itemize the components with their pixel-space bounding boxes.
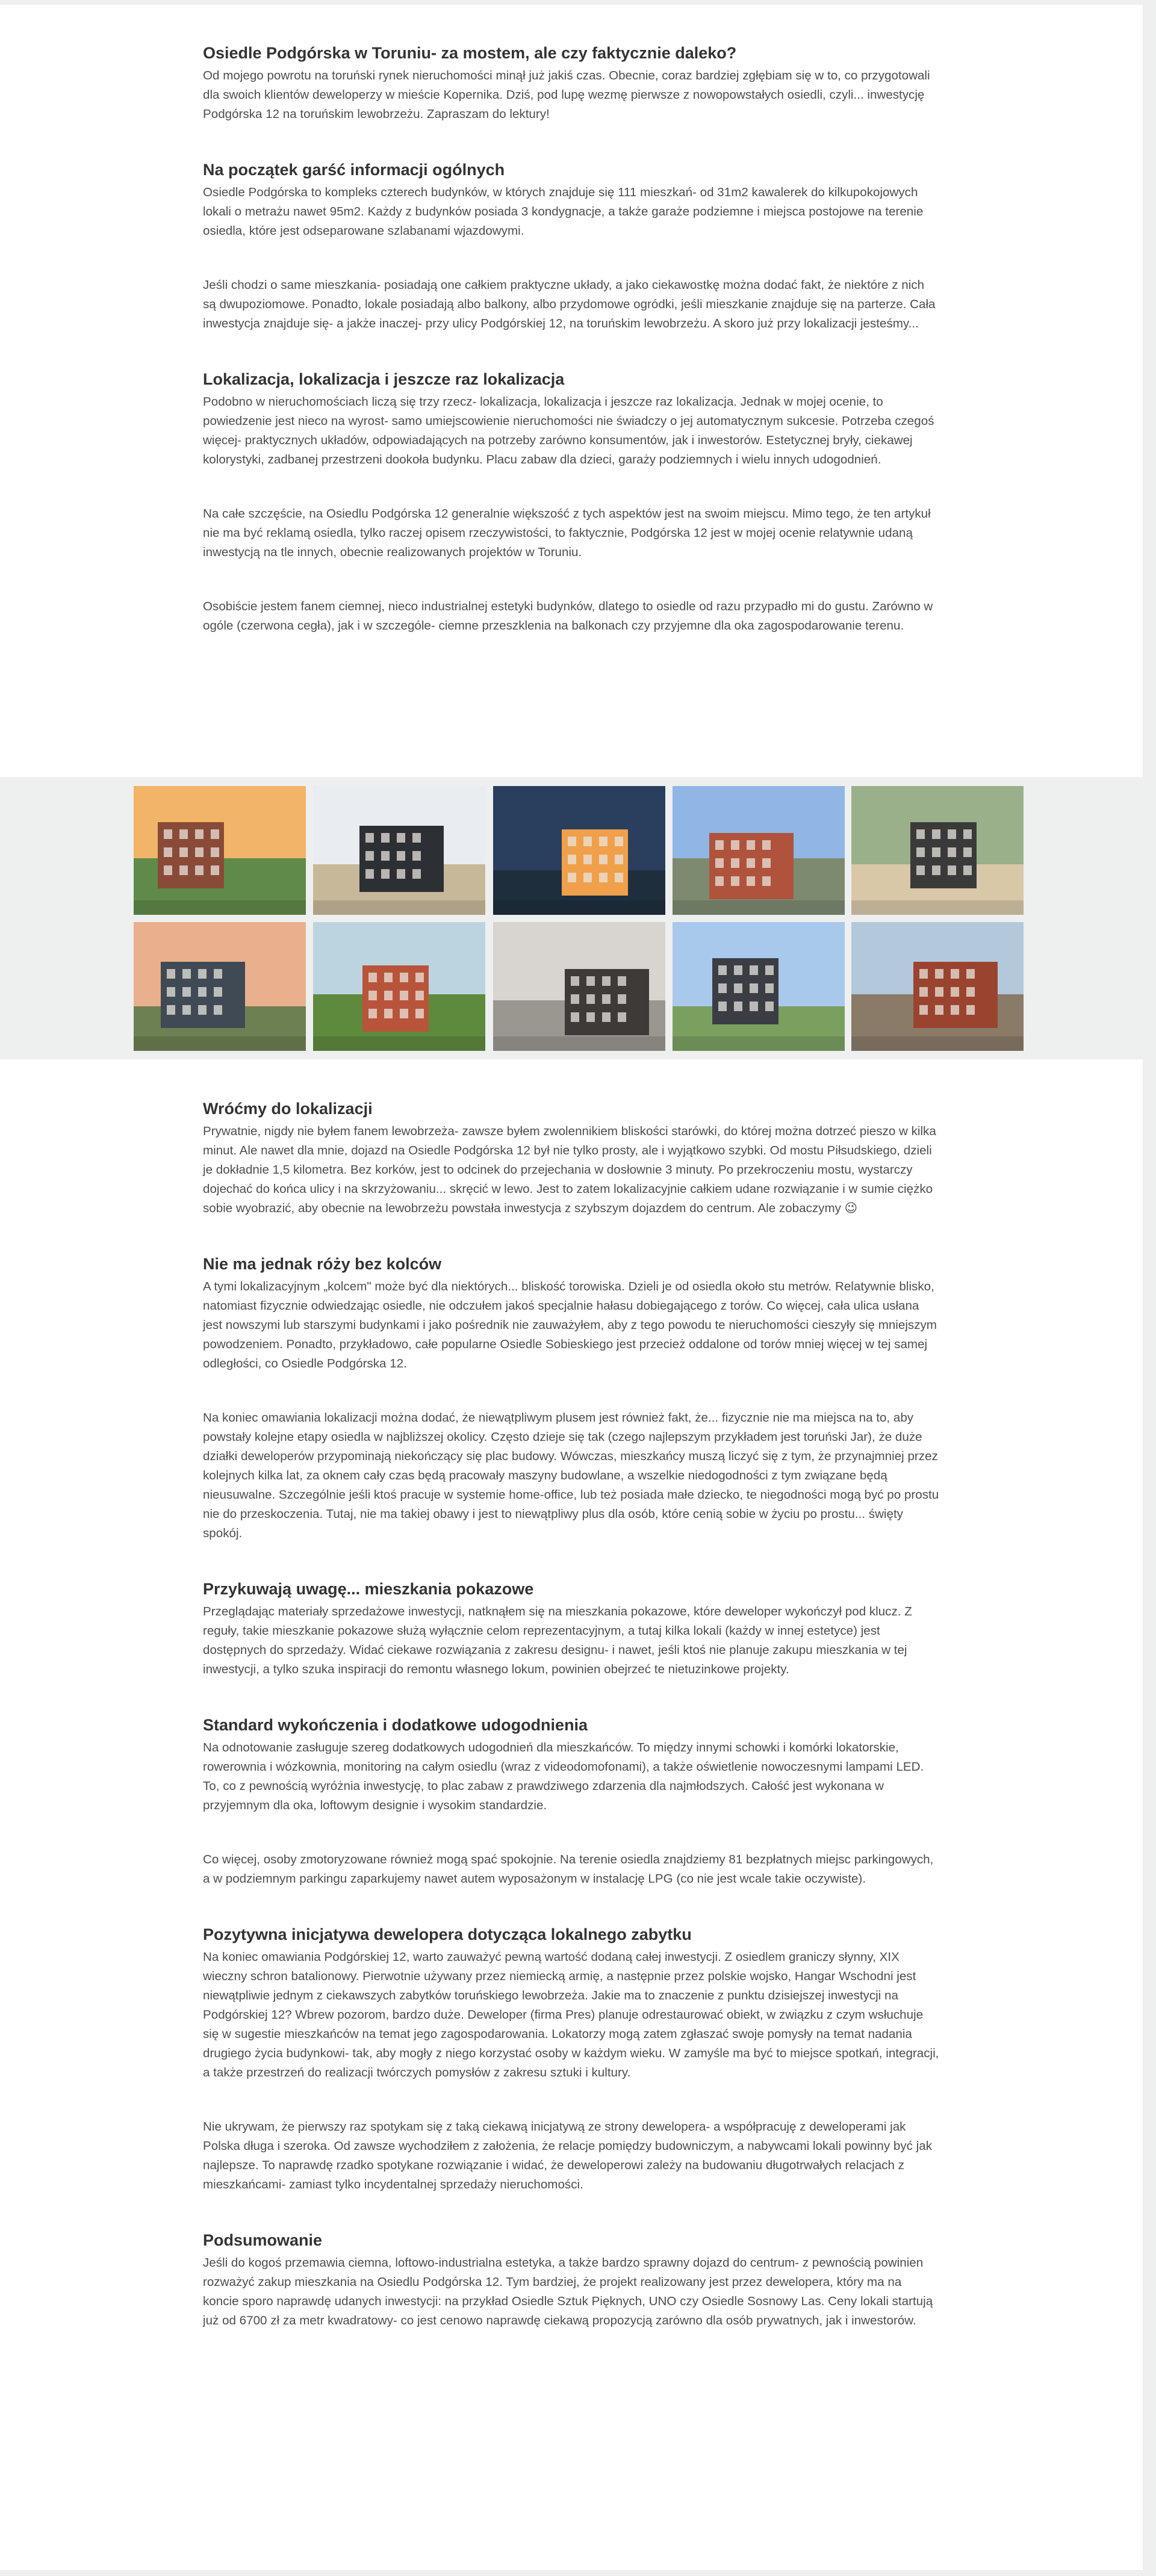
photo-image [851, 922, 1024, 1051]
article-section [203, 368, 940, 636]
section-heading: Wróćmy do lokalizacji [203, 1100, 373, 1118]
section-paragraph: A tymi lokalizacyjnym „kolcem" może być dla niektórych... bliskość torowiska. Dzieli je od osiedla około stu metrów. Relatywnie blisko, natomiast fizycznie odwiedzając osiedle, nie odczułem jakoś specjalnie hałasu dobiegającego z torów. Co więcej, cała ulica usłana jest nowszymi lub starszymi budynkami i jako pośrednik nie zauważyłem, aby z tego powodu te nieruchomości cieszyły się mniejszym powodzeniem. Ponadto, przykładowo, całe popularne Osiedle Sobieskiego jest przecież oddalone od torów mniej więcej w tej samej odległości, co Osiedle Podgórska 12. [203, 1280, 937, 1370]
article-section [203, 1578, 940, 1679]
photo-lobby-interior[interactable] [493, 922, 665, 1051]
photo-image [673, 786, 845, 915]
article-section [203, 1924, 940, 2194]
photo-aerial-playground[interactable] [851, 786, 1024, 915]
photo-brick-building-street[interactable] [673, 786, 845, 915]
section-paragraph: Na całe szczęście, na Osiedlu Podgórska 12 generalnie większość z tych aspektów jest na swoim miejscu. Mimo tego, że ten artykuł nie ma być reklamą osiedla, tylko raczej opisem rzeczywistości, to faktycznie, Podgórska 12 jest w mojej ocenie relatywnie udaną inwestycją na tle innych, obecnie realizowanych projektów w Toruniu. [203, 507, 931, 559]
section-heading: Na początek garść informacji ogólnych [203, 161, 505, 179]
article-section [203, 159, 940, 333]
section-paragraph: Osiedle Podgórska to kompleks czterech budynków, w których znajduje się 111 mieszkań- od 31m2 kawalerek do kilkupokojowych lokali o metrażu nawet 95m2. Każdy z budynków posiada 3 kondygnacje, a także garaże podziemne i miejsca postojowe na terenie osiedla, które jest odseparowane szlabanami wjazdowymi. [203, 185, 924, 238]
section-heading: Osiedle Podgórska w Toruniu- za mostem, ale czy faktycznie daleko? [203, 44, 737, 62]
section-paragraph: Jeśli do kogoś przemawia ciemna, loftowo-industrialna estetyka, a także bardzo sprawny dojazd do centrum- z pewnością powinien rozważyć zakup mieszkania na Osiedlu Podgórska 12. Tym bardziej, że projekt realizowany jest przez dewelopera, który ma na koncie sporo naprawdę udanych inwestycji: na przykład Osiedle Sztuk Pięknych, UNO czy Osiedle Sosnowy Las. Ceny lokali startują już od 6700 zł za metr kwadratowy- co jest cenowo naprawdę ciekawą propozycją zarówno dla osób prywatnych, jak i inwestorów. [203, 2256, 933, 2327]
article-section [203, 42, 940, 124]
article-section [203, 1253, 940, 1543]
photo-image [134, 922, 306, 1051]
photo-image [851, 786, 1024, 915]
photo-image [673, 922, 845, 1051]
section-paragraph: Na koniec omawiania Podgórskiej 12, warto zauważyć pewną wartość dodaną całej inwestycji. Z osiedlem graniczy słynny, XIX wieczny schron batalionowy. Pierwotnie używany przez niemiecką armię, a następnie przez polskie wojsko, Hangar Wschodni jest niewątpliwie jednym z ciekawszych zabytków toruńskiego lewobrzeża. Jakie ma to znaczenie z punktu dzisiejszej inwestycji na Podgórskiej 12? Wbrew pozorom, bardzo duże. Deweloper (firma Pres) planuje odrestaurować obiekt, w związku z czym wsłuchuje się w sugestie mieszkańców na temat jego zagospodarowania. Lokatorzy mogą zatem zgłaszać swoje pomysły na temat nadania drugiego życia budynkowi- tak, aby mogły z niego korzystać osoby w każdym wieku. W zamyśle ma być to miejsce spotkań, integracji, a także przestrzeń do realizacji twórczych pomysłów z zakresu sztuki i kultury. [203, 1950, 939, 2079]
section-heading: Lokalizacja, lokalizacja i jeszcze raz lokalizacja [203, 370, 565, 388]
section-heading: Standard wykończenia i dodatkowe udogodnienia [203, 1716, 588, 1734]
photo-image [134, 786, 306, 915]
photo-image [493, 786, 665, 915]
article-section [203, 1714, 940, 1889]
article-bottom [203, 1098, 940, 2330]
section-paragraph: Co więcej, osoby zmotoryzowane również mogą spać spokojnie. Na terenie osiedla znajdziemy 81 bezpłatnych miejsc parkingowych, a w podziemnym parkingu zaparkujemy nawet autem wyposażonym w instalację LPG (co nie jest wcale takie oczywiste). [203, 1853, 934, 1886]
article-section [203, 1098, 940, 1218]
section-paragraph: Jeśli chodzi o same mieszkania- posiadają one całkiem praktyczne układy, a jako ciekawostkę można dodać fakt, że niektóre z nich są dwupoziomowe. Ponadto, lokale posiadają albo balkony, albo przydomowe ogródki, jeśli mieszkanie znajduje się na parterze. Cała inwestycja znajduje się- a jakże inaczej- przy ulicy Podgórskiej 12, na toruńskim lewobrzeżu. A skoro już przy lokalizacji jesteśmy... [203, 278, 936, 330]
section-paragraph: Osobiście jestem fanem ciemnej, nieco industrialnej estetyki budynków, dlatego to osiedle od razu przypadło mi do gustu. Zarówno w ogóle (czerwona cegła), jak i w szczególe- ciemne przeszklenia na balkonach czy przyjemne dla oka zagospodarowanie terenu. [203, 599, 933, 633]
article-card-bottom [0, 1059, 1143, 2570]
photo-playground-trees[interactable] [313, 922, 485, 1051]
section-heading: Nie ma jednak róży bez kolców [203, 1255, 442, 1273]
section-paragraph: Podobno w nieruchomościach liczą się trzy rzecz- lokalizacja, lokalizacja i jeszcze raz lokalizacja. Jednak w mojej ocenie, to powiedzenie jest nieco na wyrost- samo umiejscowienie nieruchomości nie świadczy o jej automatycznym sukcesie. Potrzeba czegoś więcej- praktycznych układów, odpowiadających na potrzeby zarówno konsumentów, jak i inwestorów. Estetycznej bryły, ciekawej kolorystyki, zadbanej przestrzeni dookoła budynku. Placu zabaw dla dzieci, garaży podziemnych i wielu innych udogodnień. [203, 395, 934, 466]
section-paragraph: Na odnotowanie zasługuje szereg dodatkowych udogodnień dla mieszkańców. To między innymi schowki i komórki lokatorskie, rowerownia i wózkownia, monitoring na całym osiedlu (wraz z videodomofonami), a także oświetlenie nowoczesnymi lampami LED. To, co z pewnością wyróżnia inwestycję, to plac zabaw z prawdziwego zdarzenia dla najmłodszych. Całość jest wykonana w przyjemnym dla oka, loftowym designie i wysokim standardzie. [203, 1741, 924, 1812]
article-card-top [0, 5, 1143, 777]
article-top [203, 42, 940, 636]
photo-night-aerial-city[interactable] [493, 786, 665, 915]
section-heading: Podsumowanie [203, 2231, 323, 2249]
photo-aerial-sunset-estate[interactable] [134, 786, 306, 915]
section-paragraph: Od mojego powrotu na toruński rynek nieruchomości minął już jakiś czas. Obecnie, coraz bardziej zgłębiam się w to, co przygotowali dla swoich klientów deweloperzy w mieście Kopernika. Dziś, pod lupę wezmę pierwsze z nowopowstałych osiedli, czyli... inwestycję Podgórska 12 na toruńskim lewobrzeżu. Zapraszam do lektury! [203, 69, 930, 121]
section-paragraph: Prywatnie, nigdy nie byłem fanem lewobrzeża- zawsze byłem zwolennikiem bliskości starówki, do której można dotrzeć pieszo w kilka minut. Ale nawet dla mnie, dojazd na Osiedle Podgórska 12 był nie tylko prosty, ale i wyjątkowo szybki. Od mostu Piłsudskiego, dzieli je dokładnie 1,5 kilometra. Bez korków, jest to odcinek do przejechania w dosłownie 3 minuty. Po przekroczeniu mostu, wystarczy dojechać do końca ulicy i na skrzyżowaniu... skręcić w lewo. Jest to zatem lokalizacyjnie całkiem udane rozwiązanie i w sumie ciężko sobie wyobrazić, aby obecnie na lewobrzeżu powstała inwestycja z szybszym dojazdem do centrum. Ale zobaczymy 😉 [203, 1124, 936, 1215]
photo-facade-spring-trees[interactable] [673, 922, 845, 1051]
photo-dark-facade-balconies[interactable] [313, 786, 485, 915]
section-paragraph: Na koniec omawiania lokalizacji można dodać, że niewątpliwym plusem jest również fakt, że... fizycznie nie ma miejsca na to, aby powstały kolejne etapy osiedla w najbliższej okolicy. Często dzieje się tak (czego najlepszym przykładem jest toruński Jar), że duże działki deweloperów przypominają niekończący się plac budowy. Wówczas, mieszkańcy muszą liczyć się z tym, że przynajmniej przez kolejnych kilka lat, za oknem cały czas będą pracowały maszyny budowlane, a wszelkie niedogodności z tym związane będą nieusuwalne. Szczególnie jeśli ktoś pracuje w systemie home-office, lub też posiada małe dziecko, te niegodności mogą być po prostu nie do przeskoczenia. Tutaj, nie ma takiej obawy i jest to niewątpliwy plus dla osób, które cenią sobie w życiu po prostu... święty spokój. [203, 1411, 939, 1540]
photo-image [313, 786, 485, 915]
photo-aerial-railway-dusk[interactable] [134, 922, 306, 1051]
photo-gallery [134, 786, 1024, 1051]
section-heading: Pozytywna inicjatywa dewelopera dotycząca lokalnego zabytku [203, 1925, 692, 1943]
section-paragraph: Nie ukrywam, że pierwszy raz spotykam się z taką ciekawą inicjatywą ze strony dewelopera- a współpracuję z deweloperami jak Polska długa i szeroka. Od zawsze wychodziłem z założenia, że relacje pomiędzy budowniczym, a nabywcami lokali powinny być jak najlepsze. To naprawdę rzadko spotykane rozwiązanie i widać, że deweloperowi zależy na budowaniu długotrwałych relacjach z mieszkańcami- zamiast tylko incydentalnej sprzedaży nieruchomości. [203, 2120, 932, 2191]
section-paragraph: Przeglądając materiały sprzedażowe inwestycji, natknąłem się na mieszkania pokazowe, które deweloper wykończył pod klucz. Z reguły, takie mieszkanie pokazowe służą wyłącznie celom reprezentacyjnym, a tutaj kilka lokali (każdy w innej estetyce) jest dostępnych do sprzedaży. Widać ciekawe rozwiązania z zakresu designu- i nawet, jeśli ktoś nie planuje zakupu mieszkania w tej inwestycji, a tylko szuka inspiracji do remontu własnego lokum, powinien obejrzeć te nietuzinkowe projekty. [203, 1605, 912, 1676]
photo-brick-corner-building[interactable] [851, 922, 1024, 1051]
section-heading: Przykuwają uwagę... mieszkania pokazowe [203, 1580, 534, 1598]
photo-image [493, 922, 665, 1051]
photo-image [313, 922, 485, 1051]
article-section [203, 2229, 940, 2330]
